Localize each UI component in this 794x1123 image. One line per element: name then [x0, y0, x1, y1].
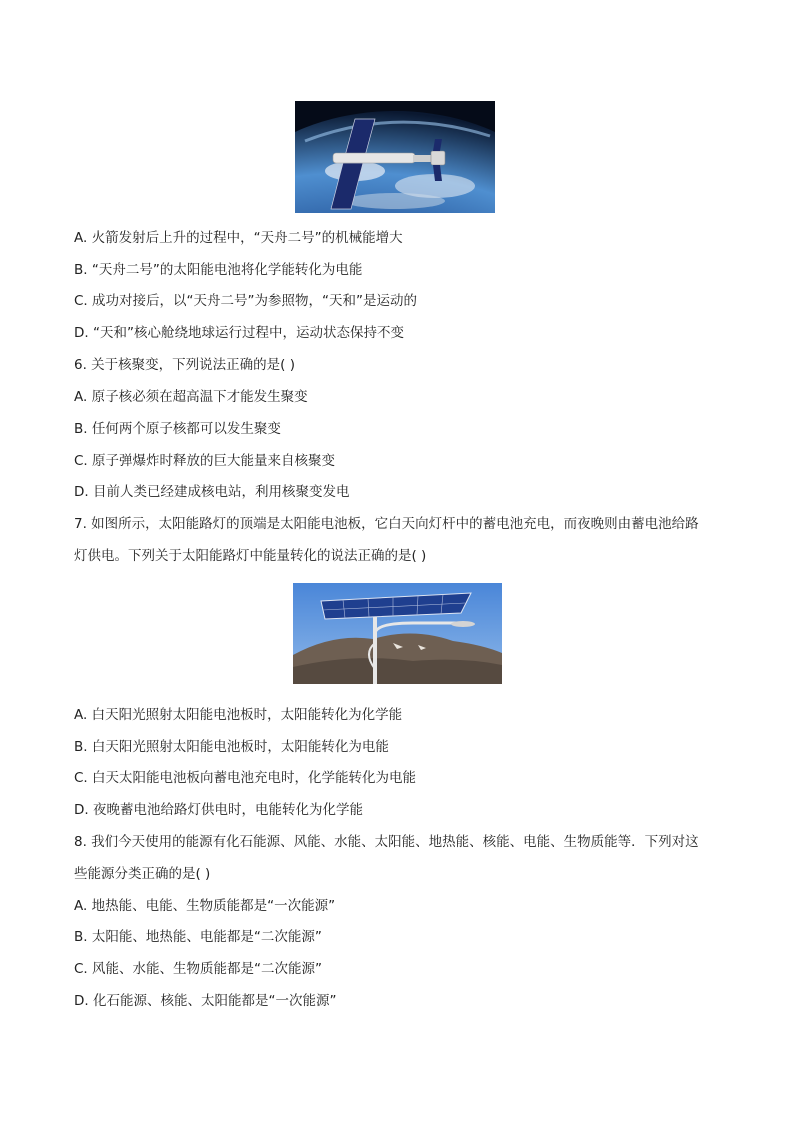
q7-option-d: D. 夜晚蓄电池给路灯供电时，电能转化为化学能 [74, 802, 363, 818]
q7-stem-line2: 灯供电。下列关于太阳能路灯中能量转化的说法正确的是( ) [74, 548, 427, 564]
q6-option-c: C. 原子弹爆炸时释放的巨大能量来自核聚变 [74, 453, 336, 469]
space-station-figure [295, 101, 495, 213]
solar-street-lamp-image [293, 583, 502, 684]
q5-option-a: A. 火箭发射后上升的过程中，“天舟二号”的机械能增大 [74, 230, 403, 246]
solar-street-lamp-figure [293, 583, 502, 684]
q5-option-c: C. 成功对接后，以“天舟二号”为参照物，“天和”是运动的 [74, 293, 417, 309]
q8-option-c: C. 风能、水能、生物质能都是“二次能源” [74, 961, 322, 977]
q6-option-d: D. 目前人类已经建成核电站，利用核聚变发电 [74, 484, 350, 500]
q7-option-c: C. 白天太阳能电池板向蓄电池充电时，化学能转化为电能 [74, 770, 417, 786]
q5-option-b: B. “天舟二号”的太阳能电池将化学能转化为电能 [74, 262, 363, 278]
q7-option-b: B. 白天阳光照射太阳能电池板时，太阳能转化为电能 [74, 739, 389, 755]
q8-option-b: B. 太阳能、地热能、电能都是“二次能源” [74, 929, 322, 945]
q8-stem-line1: 8. 我们今天使用的能源有化石能源、风能、水能、太阳能、地热能、核能、电能、生物质能等．下列对这 [74, 834, 699, 850]
q8-option-a: A. 地热能、电能、生物质能都是“一次能源” [74, 898, 336, 914]
q6-option-a: A. 原子核必须在超高温下才能发生聚变 [74, 389, 308, 405]
q5-option-d: D. “天和”核心舱绕地球运行过程中，运动状态保持不变 [74, 325, 404, 341]
q8-stem-line2: 些能源分类正确的是( ) [74, 866, 211, 882]
q7-stem-line1: 7. 如图所示，太阳能路灯的顶端是太阳能电池板，它白天向灯杆中的蓄电池充电，而夜晚则由蓄电池给路 [74, 516, 699, 532]
q7-option-a: A. 白天阳光照射太阳能电池板时，太阳能转化为化学能 [74, 707, 403, 723]
q6-stem: 6. 关于核聚变，下列说法正确的是( ) [74, 357, 295, 373]
q6-option-b: B. 任何两个原子核都可以发生聚变 [74, 421, 281, 437]
space-station-image [295, 101, 495, 213]
q8-option-d: D. 化石能源、核能、太阳能都是“一次能源” [74, 993, 337, 1009]
